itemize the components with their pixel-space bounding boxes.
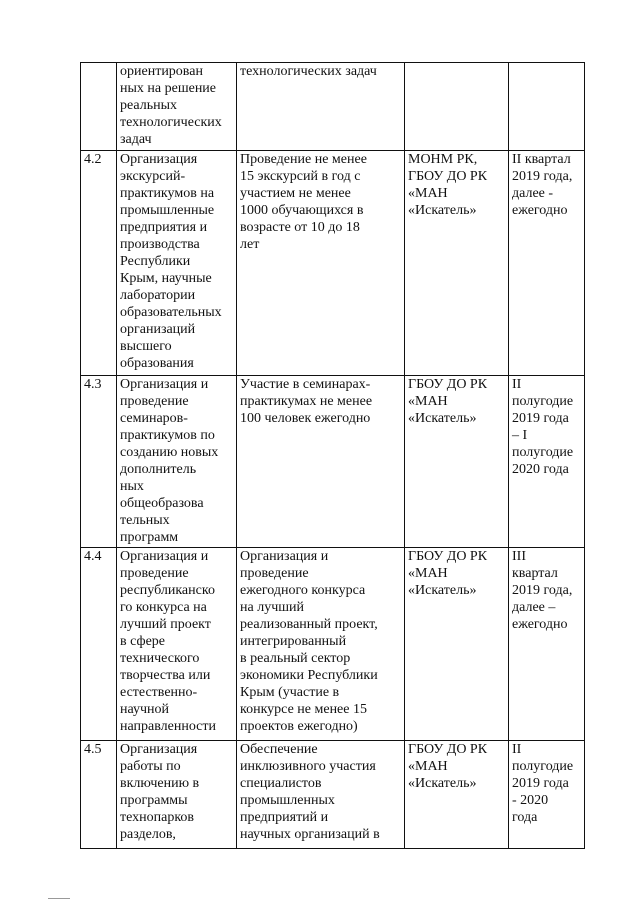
- responsible-cell: МОНМ РК, ГБОУ ДО РК «МАН «Искатель»: [405, 151, 509, 376]
- event-cell: ориентирован ных на решение реальных технологических задач: [117, 63, 237, 151]
- table-row: [81, 63, 585, 151]
- table-row: [81, 548, 585, 741]
- responsible-cell: ГБОУ ДО РК «МАН «Искатель»: [405, 376, 509, 548]
- result-cell: Участие в семинарах- практикумах не менее 100 человек ежегодно: [237, 376, 405, 548]
- result-cell: Проведение не менее 15 экскурсий в год с участием не менее 1000 обучающихся в возрасте от 10 до 18 лет: [237, 151, 405, 376]
- deadline-cell: II полугодие 2019 года – I полугодие 2020 года: [509, 376, 585, 548]
- event-cell: Организация и проведение семинаров- практикумов по созданию новых дополнитель ных общеобразова тельных программ: [117, 376, 237, 548]
- event-cell: Организация и проведение республиканско го конкурса на лучший проект в сфере технического творчества или естественно- научной направленности: [117, 548, 237, 741]
- plan-table: [80, 62, 585, 849]
- item-number: 4.4: [81, 548, 117, 741]
- table-row: [81, 376, 585, 548]
- event-cell: Организация работы по включению в программы технопарков разделов,: [117, 741, 237, 849]
- responsible-cell: ГБОУ ДО РК «МАН «Искатель»: [405, 741, 509, 849]
- responsible-cell: [405, 63, 509, 151]
- item-number: 4.3: [81, 376, 117, 548]
- footer-rule: [48, 898, 70, 899]
- table-row: [81, 151, 585, 376]
- result-cell: Обеспечение инклюзивного участия специалистов промышленных предприятий и научных организаций в: [237, 741, 405, 849]
- result-cell: Организация и проведение ежегодного конкурса на лучший реализованный проект, интегрированный в реальный сектор экономики Республики Крым (участие в конкурсе не менее 15 проектов ежегодно): [237, 548, 405, 741]
- event-cell: Организация экскурсий- практикумов на промышленные предприятия и производства Республики Крым, научные лаборатории образовательных организаций высшего образования: [117, 151, 237, 376]
- responsible-cell: ГБОУ ДО РК «МАН «Искатель»: [405, 548, 509, 741]
- deadline-cell: III квартал 2019 года, далее – ежегодно: [509, 548, 585, 741]
- result-cell: технологических задач: [237, 63, 405, 151]
- deadline-cell: II квартал 2019 года, далее - ежегодно: [509, 151, 585, 376]
- deadline-cell: II полугодие 2019 года - 2020 года: [509, 741, 585, 849]
- item-number: 4.5: [81, 741, 117, 849]
- item-number: [81, 63, 117, 151]
- deadline-cell: [509, 63, 585, 151]
- table-row: [81, 741, 585, 849]
- item-number: 4.2: [81, 151, 117, 376]
